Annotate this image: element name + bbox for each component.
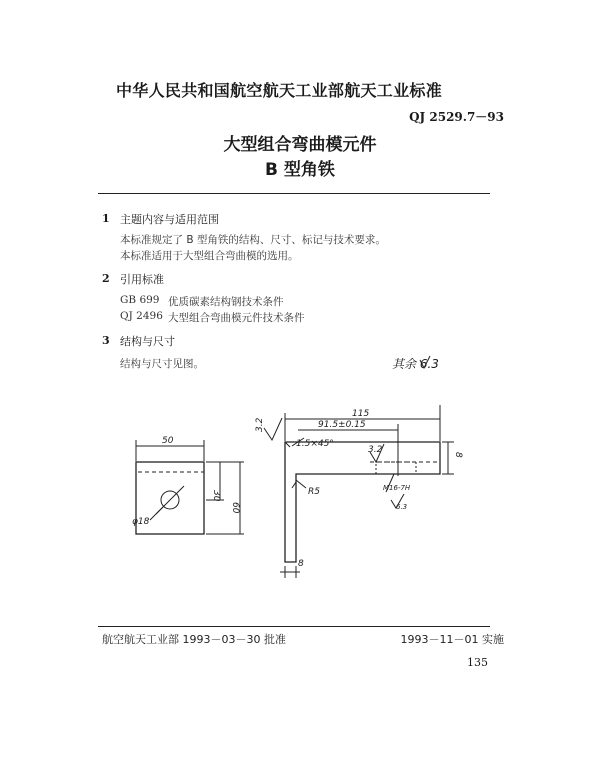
footer-divider bbox=[98, 626, 490, 627]
dimension-label: 6.3 bbox=[396, 503, 408, 511]
dimension-label: M16-7H bbox=[383, 484, 411, 492]
dimension-label: φ18 bbox=[132, 517, 150, 527]
dimension-label: 30 bbox=[211, 490, 221, 502]
section-1-number: 1 bbox=[102, 212, 110, 225]
standard-number: QJ 2529.7－93 bbox=[409, 110, 504, 124]
effective-date: 1993－11－01 实施 bbox=[400, 633, 504, 646]
reference-name: 优质碳素结构钢技术条件 bbox=[168, 296, 284, 308]
dimension-label: 1.5×45° bbox=[296, 439, 334, 449]
page-subtitle: B 型角铁 bbox=[265, 160, 335, 180]
dimension-label: R5 bbox=[308, 487, 320, 497]
surface-roughness-note: 其余 6.3 bbox=[392, 357, 439, 371]
reference-code: GB 699 bbox=[120, 294, 160, 306]
section-3-number: 3 bbox=[102, 334, 110, 347]
section-3-paragraph: 结构与尺寸见图。 bbox=[120, 358, 204, 370]
dimension-label: 91.5±0.15 bbox=[318, 420, 366, 430]
page-number: 135 bbox=[467, 656, 488, 669]
page-title: 大型组合弯曲模元件 bbox=[223, 135, 377, 155]
section-1-paragraph: 本标准规定了 B 型角铁的结构、尺寸、标记与技术要求。 bbox=[120, 234, 386, 246]
dimension-label: 50 bbox=[162, 436, 174, 446]
reference-name: 大型组合弯曲模元件技术条件 bbox=[168, 312, 305, 324]
dimension-label: 60 bbox=[230, 502, 240, 514]
section-3-title: 结构与尺寸 bbox=[120, 335, 175, 348]
dimension-label: 3.2 bbox=[368, 445, 383, 455]
dimension-label: 115 bbox=[352, 409, 370, 419]
reference-code: QJ 2496 bbox=[120, 310, 163, 322]
issuing-organization: 中华人民共和国航空航天工业部航天工业标准 bbox=[116, 81, 443, 100]
dimension-label: 3.2 bbox=[255, 417, 265, 432]
section-2-number: 2 bbox=[102, 272, 110, 285]
dimension-label: 8 bbox=[453, 452, 463, 458]
section-1-paragraph: 本标准适用于大型组合弯曲模的选用。 bbox=[120, 250, 299, 262]
dimension-label: 8 bbox=[298, 559, 304, 569]
front-view-hidden-edge bbox=[136, 462, 204, 472]
approval-info: 航空航天工业部 1993－03－30 批准 bbox=[102, 633, 286, 646]
section-1-title: 主题内容与适用范围 bbox=[120, 213, 219, 226]
section-2-title: 引用标准 bbox=[120, 273, 164, 286]
side-view-outline bbox=[285, 442, 440, 562]
